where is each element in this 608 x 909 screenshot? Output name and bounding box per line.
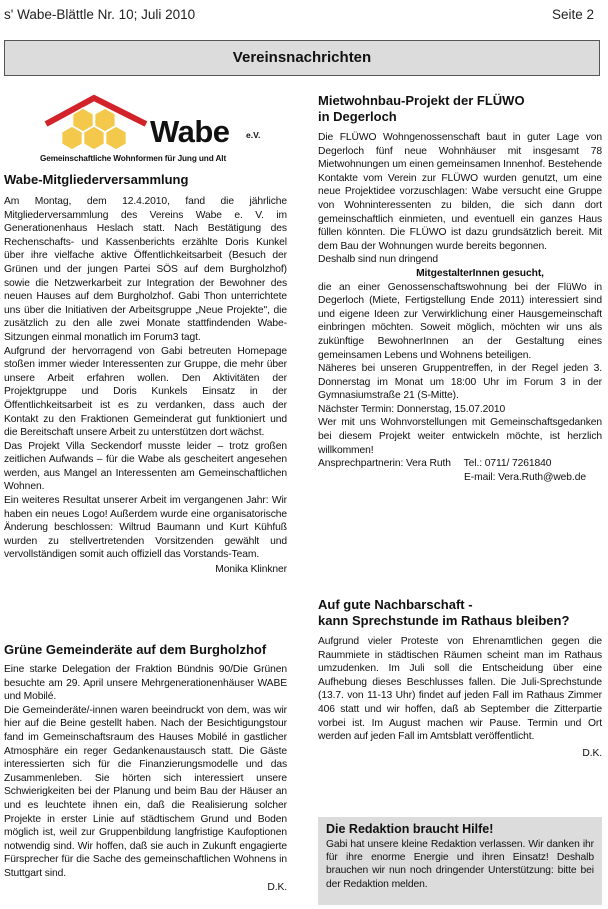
paragraph: Am Montag, dem 12.4.2010, fand die jährliche Mitgliederversammlung des Vereins Wabe e. V. im Generationenhaus Heslach statt. Nach Bestätigung des Rechenschafts- und Kassenberichts erzählte Doris Kunkel über ihre vielfache aktive Öffentlichkeitsarbeit (Besuch der Grünen und der jungen Partei SÖS auf dem Burgholzhof) sowie die Netzwerkarbeit zur Integration der Bewohner des neuen Hauses auf dem Burgholzhof. Gabi Thon unterrichtete uns über die Initiativen der Arbeitsgruppe „Neue Projekte", die zusätzlich zu den alle zwei Monate stattfindenden Wabe-Sitzungen einmal monatlich im Forum3 tagt.	[4, 196, 287, 343]
newsletter-issue: s' Wabe-Blättle Nr. 10; Juli 2010	[4, 7, 196, 22]
box-body: Gabi hat unsere kleine Redaktion verlassen. Wir danken ihr für ihre enorme Energie und ihren Einsatz! Deshalb brauchen wir nun noch dringender Unterstützung: bitte bei der Redaktion melden.	[326, 839, 594, 890]
paragraph: Näheres bei unseren Gruppentreffen, in der Regel jeden 3. Donnerstag im Monat um 18:00 Uhr im Forum 3 in der Gymnasiumstraße 21 (S-Mitte).	[318, 363, 602, 402]
paragraph: Die FLÜWO Wohngenossenschaft baut in guter Lage von Degerloch fünf neue Wohnhäuser mit insgesamt 78 Mietwohnungen um einen gemeinsamen Innenhof. Bestehende Kontakte vom Verein zur FLÜWO wurden genutzt, um eine neue Projektidee vorzuschlagen: Wabe versucht eine Gruppe von Wohninteressenten zu bilden, die sich dann dort gemeinschaftlich einmieten, und eventuell ein ganzes Haus füllen könnten. Die FLÜWO ist dazu grundsätzlich bereit. Mit dem Bau der Wohnungen wurde bereits begonnen.	[318, 132, 602, 252]
wabe-logo	[36, 92, 268, 167]
highlight-text: MitgestalterInnen gesucht,	[416, 267, 544, 279]
paragraph: Eine starke Delegation der Fraktion Bündnis 90/Die Grünen besuchte am 29. April unsere Mehrgenerationenhäuser WABE und Mobilé.	[4, 664, 287, 703]
box-title: Die Redaktion braucht Hilfe!	[326, 822, 494, 836]
article-body	[318, 635, 602, 760]
honeycomb-roof-icon	[42, 94, 152, 152]
paragraph: Wer mit uns Wohnvorstellungen mit Gemeinschaftsgedanken bei diesem Projekt weiter entwickeln möchte, ist herzlich willkommen!	[318, 417, 602, 456]
logo-suffix: e.V.	[246, 130, 261, 140]
article-body	[318, 131, 602, 484]
title-line: Mietwohnbau-Projekt der FLÜWO	[318, 93, 525, 108]
title-line: kann Sprechstunde im Rathaus bleiben?	[318, 613, 570, 628]
honeycomb-cell	[73, 108, 94, 132]
paragraph: die an einer Genossenschaftswohnung bei der FlüWo in Degerloch (Miete, Fertigstellung Ende 2011) interessiert sind und eigene Ideen zur Verwirklichung einer Hausgemeinschaft einbringen möchten. Soweit möglich, möchten wir uns als zukünftige BewohnerInnen an der Gestaltung eines gemeinsamen Lebens und Wohnens beteiligen.	[318, 281, 602, 361]
article-body	[4, 195, 287, 577]
contact-line	[318, 457, 602, 471]
article-sprechstunde	[318, 597, 602, 760]
article-fluewo-projekt	[318, 93, 602, 484]
article-title: Wabe-Mitgliederversammlung	[4, 172, 189, 187]
section-banner: Vereinsnachrichten	[4, 40, 600, 76]
page-header	[4, 4, 600, 24]
paragraph: Die Gemeinderäte/-innen waren beeindruckt von dem, was wir hier auf die Beine gestellt haben. Nach der Besichtigungstour fand im Gemeinschaftsraum des Hauses Mobilé in gastlicher Atmosphäre ein reger Gedankenaustausch statt. Die Gäste interessierten sich für die Finanzierungsmodelle und das Zusammenleben. Sie hörten sich interessiert unsere Schwierigkeiten bei der Planung und beim Bau der Häuser an und es leuchtete ihnen ein, daß die Realisierung solcher Projekte in erster Linie auf städtischem Grund und Boden möglich ist, weil zur Gruppenbildung langfristige Kaufoptionen notwendig sind. Wir hoffen, daß sie auch in Zukunft engagierte Fürsprecher für die Sache des gemeinschaftlichen Wohnens in Stuttgart sind.	[4, 704, 287, 879]
article-author: Monika Klinkner	[215, 564, 287, 576]
next-date: Nächster Termin: Donnerstag, 15.07.2010	[318, 403, 506, 415]
article-author: D.K.	[267, 881, 287, 893]
article-title	[318, 93, 602, 125]
paragraph: Aufgrund vieler Proteste von Ehrenamtlichen gegen die Raummiete in städtischen Räumen scheint man im Rathaus umzudenken. Im Juli soll die Entscheidung über eine Aufhebung dieses Beschlusses fallen. Die Juli-Sprechstunde (13.7. von 11-13 Uhr) findet auf jeden Fall im Rathaus Zimmer 406 statt und wir hoffen, daß ab September die Zitterpartie vorbei ist. Im August machen wir Pause. Termin und Ort werden auf jeden Fall im Amtsblatt veröffentlicht.	[318, 636, 602, 743]
contact-person: Ansprechpartnerin: Vera Ruth	[318, 458, 451, 470]
article-mitgliederversammlung	[4, 172, 287, 577]
contact-email[interactable]: E-mail: Vera.Ruth@web.de	[464, 471, 586, 483]
article-title	[318, 597, 602, 629]
article-title: Grüne Gemeinderäte auf dem Burgholzhof	[4, 642, 267, 657]
logo-tagline: Gemeinschaftliche Wohnformen für Jung und Alt	[40, 154, 227, 163]
paragraph: Aufgrund der hervorragend von Gabi betreuten Homepage stoßen immer wieder Interessenten zur Gruppe, die mehr über unsere Arbeit erfahren wollen. Den Aktivitäten der Projektgruppe und Doris Kunkels Einsatz in der Öffentlichkeitsarbeit ist es zu verdanken, dass auch der Kontakt zu den Fraktionen Gemeinderat gut funktioniert und die Bereitschaft unsere Arbeit zu unterstützen dort wächst.	[4, 345, 287, 439]
contact-phone: Tel.: 0711/ 7261840	[463, 458, 552, 470]
article-gruene-gemeinderaete	[4, 642, 287, 894]
paragraph: Das Projekt Villa Seckendorf musste leider – trotz großen zeitlichen Aufwands – für die Wabe als gescheitert angesehen werden, aus Mangel an Interessenten am Gemeinschaftlichen Wohnen.	[4, 440, 287, 493]
paragraph: Ein weiteres Resultat unserer Arbeit im vergangenen Jahr: Wir haben ein neues Logo! Außerdem wurde eine organisatorische Änderung beschlossen: Wiltrud Baumann und Kurt Kühfuß wurden zu stellvertretenden Vorsitzenden gewählt und vervollständigen somit auch offiziell das Vorstands-Team.	[4, 495, 287, 561]
paragraph: Deshalb sind nun dringend	[318, 254, 439, 266]
article-body	[4, 663, 287, 894]
honeycomb-cell	[95, 108, 116, 132]
article-author: D.K.	[582, 747, 602, 759]
title-line: in Degerloch	[318, 109, 397, 124]
page-number: Seite 2	[551, 7, 594, 22]
title-line: Auf gute Nachbarschaft -	[318, 597, 473, 612]
redaktion-notice-box	[318, 817, 602, 905]
logo-wordmark: Wabe	[150, 114, 230, 149]
